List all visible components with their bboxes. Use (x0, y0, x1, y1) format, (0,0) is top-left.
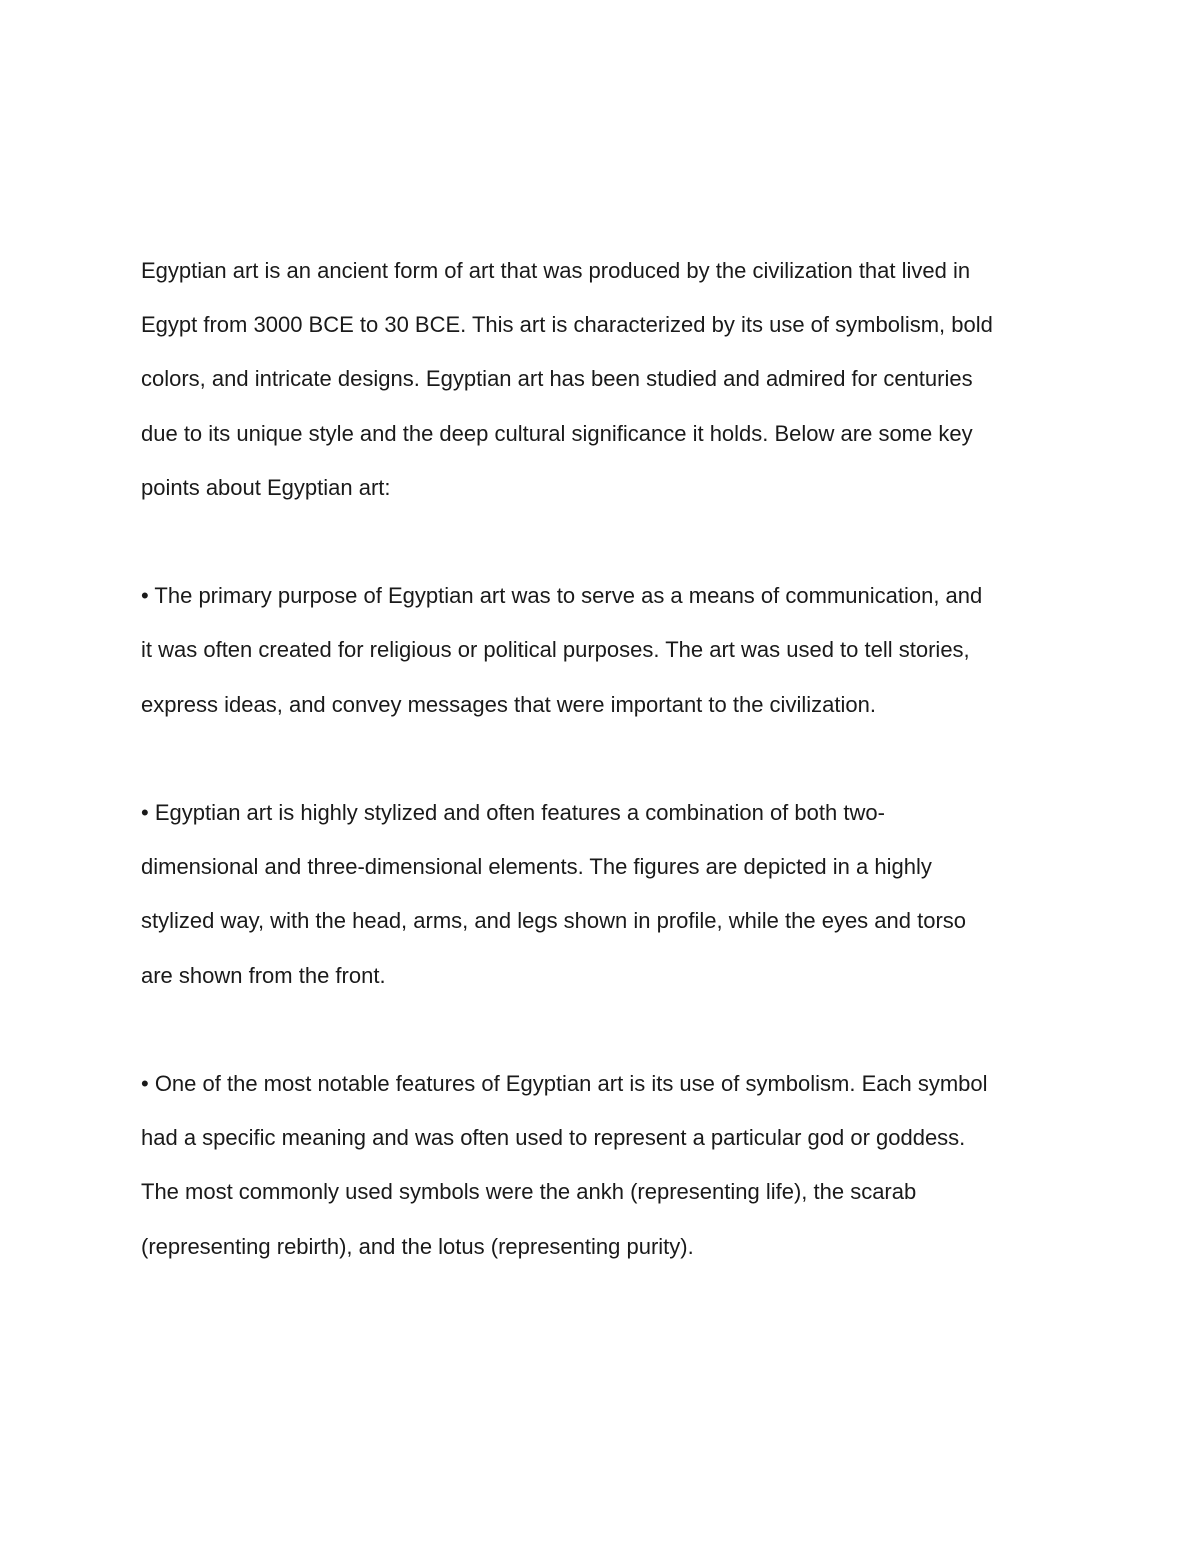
bullet-paragraph-purpose (141, 569, 1056, 732)
text-line: • The primary purpose of Egyptian art was to serve as a means of communication, and (141, 583, 983, 609)
bullet-paragraph-style (141, 786, 1056, 1003)
text-line: stylized way, with the head, arms, and legs shown in profile, while the eyes and torso (141, 908, 967, 934)
text-line: colors, and intricate designs. Egyptian art has been studied and admired for centuries (141, 366, 973, 392)
text-line: it was often created for religious or political purposes. The art was used to tell stories, (141, 637, 970, 663)
document-body (141, 244, 1056, 1328)
text-line: The most commonly used symbols were the ankh (representing life), the scarab (141, 1179, 917, 1205)
text-line: Egyptian art is an ancient form of art that was produced by the civilization that lived in (141, 258, 971, 283)
text-line: Egypt from 3000 BCE to 30 BCE. This art is characterized by its use of symbolism, bold (141, 312, 993, 338)
text-line: dimensional and three-dimensional elements. The figures are depicted in a highly (141, 854, 932, 880)
text-line: • One of the most notable features of Egyptian art is its use of symbolism. Each symbol (141, 1071, 988, 1096)
intro-paragraph (141, 244, 1056, 515)
text-line: points about Egyptian art: (141, 474, 391, 500)
text-line: are shown from the front. (141, 962, 386, 988)
text-line: due to its unique style and the deep cultural significance it holds. Below are some key (141, 420, 973, 446)
text-line: (representing rebirth), and the lotus (representing purity). (141, 1233, 694, 1259)
text-line: had a specific meaning and was often used to represent a particular god or goddess. (141, 1125, 966, 1151)
bullet-paragraph-symbolism (141, 1057, 1056, 1274)
text-line: express ideas, and convey messages that were important to the civilization. (141, 691, 876, 717)
text-line: • Egyptian art is highly stylized and often features a combination of both two- (141, 800, 885, 825)
